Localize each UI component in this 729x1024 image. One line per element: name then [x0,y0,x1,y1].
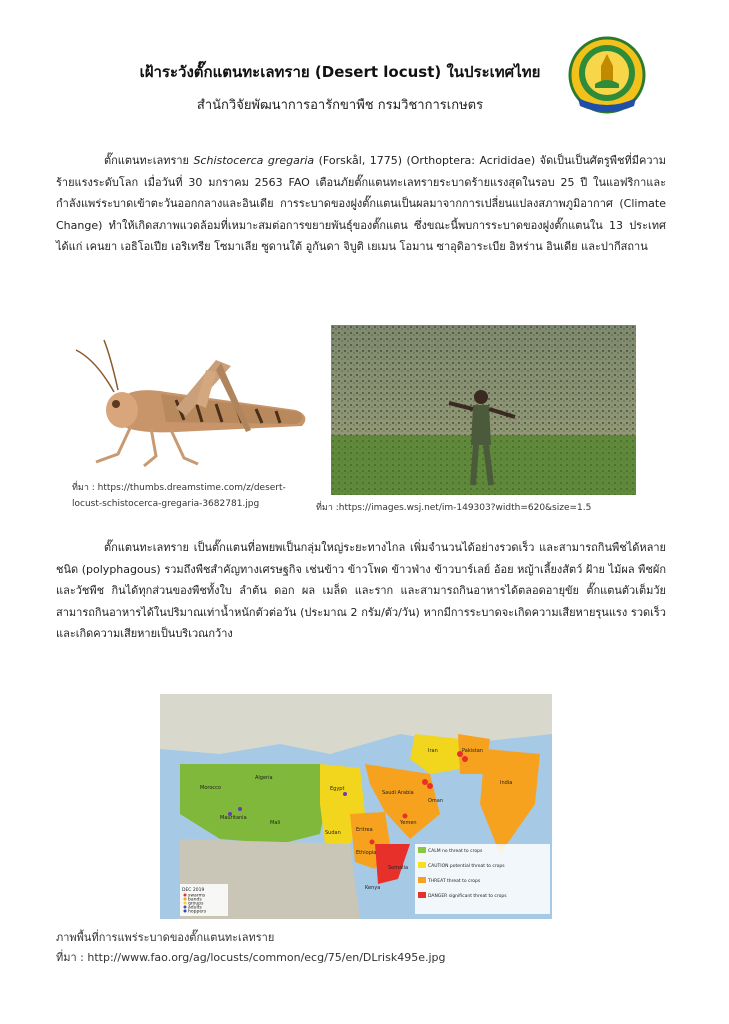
intro-text-start: ตั๊กแตนทะเลทราย [104,154,194,167]
map-label-oman: Oman [428,798,444,804]
feeding-paragraph [56,537,666,645]
map-legend-hoppers: hoppers [188,909,207,915]
map-label-iran: Iran [428,748,438,754]
map-label-egypt: Egypt [330,786,345,792]
swarm-photo-caption: ที่มา :https://images.wsj.net/im-149303?width=620&size=1.5 [316,503,592,513]
map-legend-caution: CAUTION potential threat to crops [428,864,505,869]
map-label-india: India [500,780,513,786]
map-legend-groups: groups [188,901,204,907]
map-legend-title: DEC 2019 [182,888,205,893]
map-label-algeria: Algeria [255,775,273,781]
map-legend-danger: DANGER significant threat to crops [428,894,507,899]
map-caption [56,928,656,968]
locust-photo-caption: ที่มา : https://thumbs.dreamstime.com/z/desert-locust-schistocerca-gregaria-3682781.jpg [72,483,286,509]
map-label-somalia: Somalia [388,865,409,871]
map-label-morocco: Morocco [200,785,221,791]
map-legend-threat: THREAT threat to crops [428,879,481,884]
locust-photo [56,330,318,470]
map-label-mali: Mali [270,820,281,826]
map-caption-title: ภาพพื้นที่การแพร่ระบาดของตั๊กแตนทะเลทราย [56,931,275,944]
department-logo [568,36,646,114]
feeding-text: ตั๊กแตนทะเลทราย เป็นตั๊กแตนที่อพยพเป็นกลุ่มใหญ่ระยะทางไกล เพิ่มจำนวนได้อย่างรวดเร็ว และสามารถกินพืชได้หลายชนิด (polyphagous) รวมถึงพืชสำคัญทางเศรษฐกิจ เช่นข้าว ข้าวโพด ข้าวฟ่าง ข้าวบาร์เลย์ อ้อย หญ้าเลี้ยงสัตว์ ฝ้าย ไม้ผล พืชผัก และวัชพืช กินได้ทุกส่วนของพืชทั้งใบ ลำต้น ดอก ผล เมล็ด และราก และสามารถกินอาหารได้ตลอดอายุขัย ตั๊กแตนตัวเต็มวัยสามารถกินอาหารได้ในปริมาณเท่าน้ำหนักตัวต่อวัน (ประมาณ 2 กรัม/ตัว/วัน) หากมีการระบาดจะเกิดความเสียหายรุนแรง รวดเร็ว และเกิดความเสียหายเป็นบริเวณกว้าง [56,541,666,640]
map-legend-bands: bands [188,897,202,903]
map-label-pakistan: Pakistan [462,748,483,754]
intro-text-rest: (Forskål, 1775) (Orthoptera: Acrididae) จัดเป็นเป็นศัตรูพืชที่มีความร้ายแรงระดับโลก เมื่อวันที่ 30 มกราคม 2563 FAO เตือนภัยตั๊กแตนทะเลทรายระบาดร้ายแรงสุดในรอบ 25 ปี ในแอฟริกาและกำลังแพร่ระบาดเข้าตะวันออกกลางและอินเดีย การระบาดของฝูงตั๊กแตนเป็นผลมาจากการเปลี่ยนแปลงสภาพภูมิอากาศ (Climate Change) ทำให้เกิดสภาพแวดล้อมที่เหมาะสมต่อการขยายพันธุ์ของตั๊กแตน ซึ่งขณะนี้พบการระบาดของฝูงตั๊กแตนใน 13 ประเทศ ได้แก่ เคนยา เอธิโอเปีย เอริเทรีย โซมาเลีย ซูดานใต้ อูกันดา จิบูติ เยเมน โอมาน ซาอุดิอาระเบีย อิหร่าน อินเดีย และปากีสถาน [56,154,666,253]
map-label-saudi-arabia: Saudi Arabia [382,790,414,796]
page-subtitle: สำนักวิจัยพัฒนาการอารักขาพืช กรมวิชาการเกษตร [196,98,484,113]
map-label-yemen: Yemen [400,820,417,826]
map-label-eritrea: Eritrea [356,827,373,833]
map-legend-calm: CALM no threat to crops [428,849,483,854]
map-label-sudan: Sudan [325,830,341,836]
map-legend-adults: adults [188,905,202,911]
map-label-kenya: Kenya [365,885,381,891]
map-label-ethiopia: Ethiopia [356,850,377,856]
map-caption-source: ที่มา : http://www.fao.org/ag/locusts/common/ecg/75/en/DLrisk495e.jpg [56,951,446,964]
map-legend-swarms: swarms [188,893,206,899]
intro-paragraph [56,150,666,258]
page-title: เฝ้าระวังตั๊กแตนทะเลทราย (Desert locust) ในประเทศไทย [139,63,541,81]
scientific-name: Schistocerca gregaria [193,154,315,167]
map-label-mauritania: Mauritania [220,815,247,821]
locust-risk-map [160,694,552,919]
swarm-photo [331,325,636,495]
